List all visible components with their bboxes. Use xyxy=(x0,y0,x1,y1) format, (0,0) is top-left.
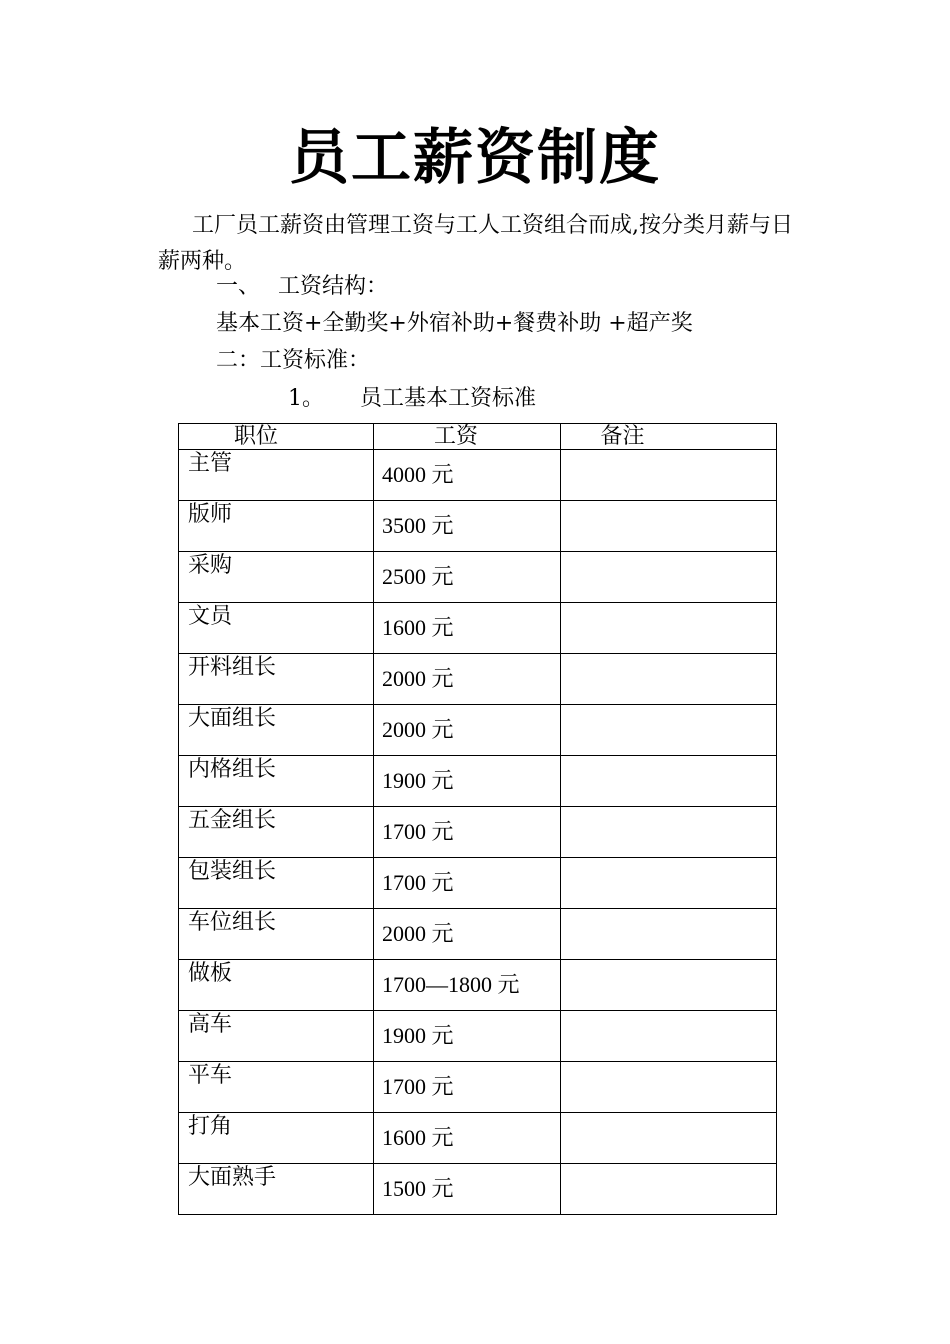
position-cell: 平车 xyxy=(179,1062,374,1113)
position-cell: 内格组长 xyxy=(179,756,374,807)
position-cell: 版师 xyxy=(179,501,374,552)
position-cell: 开料组长 xyxy=(179,654,374,705)
note-cell xyxy=(561,807,777,858)
note-cell xyxy=(561,909,777,960)
table-row xyxy=(179,552,777,603)
salary-cell: 1600 元 xyxy=(374,1113,561,1164)
table-row xyxy=(179,654,777,705)
header-salary: 工资 xyxy=(374,424,561,450)
intro-paragraph: 工厂员工薪资由管理工资与工人工资组合而成,按分类月薪与日薪两种。 xyxy=(158,213,793,274)
table-row xyxy=(179,909,777,960)
salary-cell: 1600 元 xyxy=(374,603,561,654)
position-cell: 打角 xyxy=(179,1113,374,1164)
salary-cell: 1900 元 xyxy=(374,1011,561,1062)
note-cell xyxy=(561,960,777,1011)
salary-cell: 2000 元 xyxy=(374,909,561,960)
note-cell xyxy=(561,552,777,603)
note-cell xyxy=(561,1113,777,1164)
salary-cell: 1500 元 xyxy=(374,1164,561,1215)
salary-cell: 4000 元 xyxy=(374,450,561,501)
position-cell: 大面组长 xyxy=(179,705,374,756)
position-cell: 包装组长 xyxy=(179,858,374,909)
salary-cell: 1700 元 xyxy=(374,1062,561,1113)
note-cell xyxy=(561,1164,777,1215)
header-note: 备注 xyxy=(561,424,777,450)
table-row xyxy=(179,1011,777,1062)
note-cell xyxy=(561,858,777,909)
note-cell xyxy=(561,501,777,552)
note-cell xyxy=(561,603,777,654)
table-row xyxy=(179,501,777,552)
position-cell: 五金组长 xyxy=(179,807,374,858)
salary-cell: 1700 元 xyxy=(374,807,561,858)
note-cell xyxy=(561,450,777,501)
table-row xyxy=(179,1164,777,1215)
section-1-heading xyxy=(216,272,388,302)
table-header-row xyxy=(179,424,777,450)
table-row xyxy=(179,960,777,1011)
table-row xyxy=(179,756,777,807)
section-1-title: 工资结构： xyxy=(278,274,389,299)
table-row xyxy=(179,603,777,654)
position-cell: 采购 xyxy=(179,552,374,603)
position-cell: 做板 xyxy=(179,960,374,1011)
subsection-1-number: 1。 xyxy=(288,386,324,411)
salary-cell: 1700—1800 元 xyxy=(374,960,561,1011)
salary-cell: 2000 元 xyxy=(374,705,561,756)
note-cell xyxy=(561,705,777,756)
salary-cell: 3500 元 xyxy=(374,501,561,552)
table-row xyxy=(179,705,777,756)
table-row xyxy=(179,807,777,858)
salary-cell: 1900 元 xyxy=(374,756,561,807)
salary-standard-table xyxy=(178,423,777,1215)
document-title: 员工薪资制度 xyxy=(289,123,661,193)
note-cell xyxy=(561,1062,777,1113)
header-position: 职位 xyxy=(179,424,374,450)
section-2-heading: 二：工资标准： xyxy=(216,348,371,373)
salary-cell: 1700 元 xyxy=(374,858,561,909)
section-1-number: 一、 xyxy=(216,274,261,299)
table-row xyxy=(179,450,777,501)
position-cell: 高车 xyxy=(179,1011,374,1062)
position-cell: 文员 xyxy=(179,603,374,654)
position-cell: 主管 xyxy=(179,450,374,501)
table-row xyxy=(179,1062,777,1113)
position-cell: 大面熟手 xyxy=(179,1164,374,1215)
table-row xyxy=(179,858,777,909)
salary-cell: 2500 元 xyxy=(374,552,561,603)
note-cell xyxy=(561,1011,777,1062)
note-cell xyxy=(561,756,777,807)
salary-cell: 2000 元 xyxy=(374,654,561,705)
position-cell: 车位组长 xyxy=(179,909,374,960)
table-row xyxy=(179,1113,777,1164)
salary-structure-formula: 基本工资+全勤奖+外宿补助+餐费补助 +超产奖 xyxy=(216,311,693,336)
subsection-1-heading xyxy=(288,384,536,414)
note-cell xyxy=(561,654,777,705)
subsection-1-title: 员工基本工资标准 xyxy=(360,386,537,411)
